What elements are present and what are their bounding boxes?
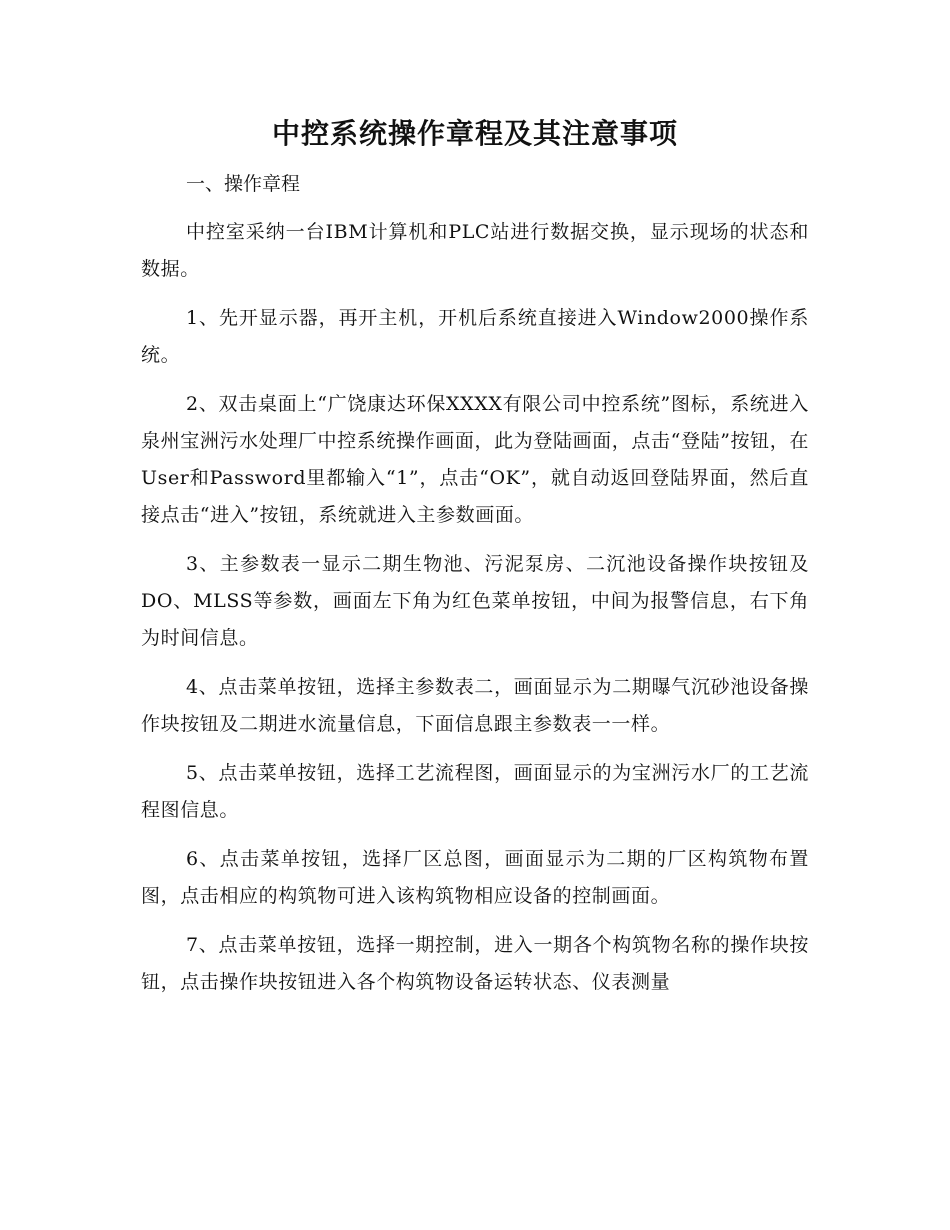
paragraph-intro: 中控室采纳一台IBM计算机和PLC站进行数据交换，显示现场的状态和数据。: [141, 221, 809, 280]
paragraph-step-7: 7、点击菜单按钮，选择一期控制，进入一期各个构筑物名称的操作块按钮，点击操作块按钮进入各个构筑物设备运转状态、仪表测量: [141, 934, 809, 993]
document-body: [141, 166, 809, 1013]
paragraph-step-1: 1、先开显示器，再开主机，开机后系统直接进入Window2000操作系统。: [141, 307, 809, 366]
document-title: 中控系统操作章程及其注意事项: [271, 117, 678, 150]
paragraph-step-4: 4、点击菜单按钮，选择主参数表二，画面显示为二期曝气沉砂池设备操作块按钮及二期进水流量信息，下面信息跟主参数表一一样。: [141, 676, 809, 735]
paragraph-step-2: 2、双击桌面上“广饶康达环保XXXX有限公司中控系统”图标，系统进入泉州宝洲污水处理厂中控系统操作画面，此为登陆画面，点击“登陆”按钮，在User和Password里都输入“1”，点击“OK”，就自动返回登陆界面，然后直接点击“进入”按钮，系统就进入主参数画面。: [141, 393, 809, 526]
paragraph-step-5: 5、点击菜单按钮，选择工艺流程图，画面显示的为宝洲污水厂的工艺流程图信息。: [141, 762, 809, 821]
section-heading: 一、操作章程: [186, 173, 301, 195]
paragraph-step-3: 3、主参数表一显示二期生物池、污泥泵房、二沉池设备操作块按钮及DO、MLSS等参数，画面左下角为红色菜单按钮，中间为报警信息，右下角为时间信息。: [141, 553, 809, 649]
paragraph-step-6: 6、点击菜单按钮，选择厂区总图，画面显示为二期的厂区构筑物布置图，点击相应的构筑物可进入该构筑物相应设备的控制画面。: [141, 848, 809, 907]
